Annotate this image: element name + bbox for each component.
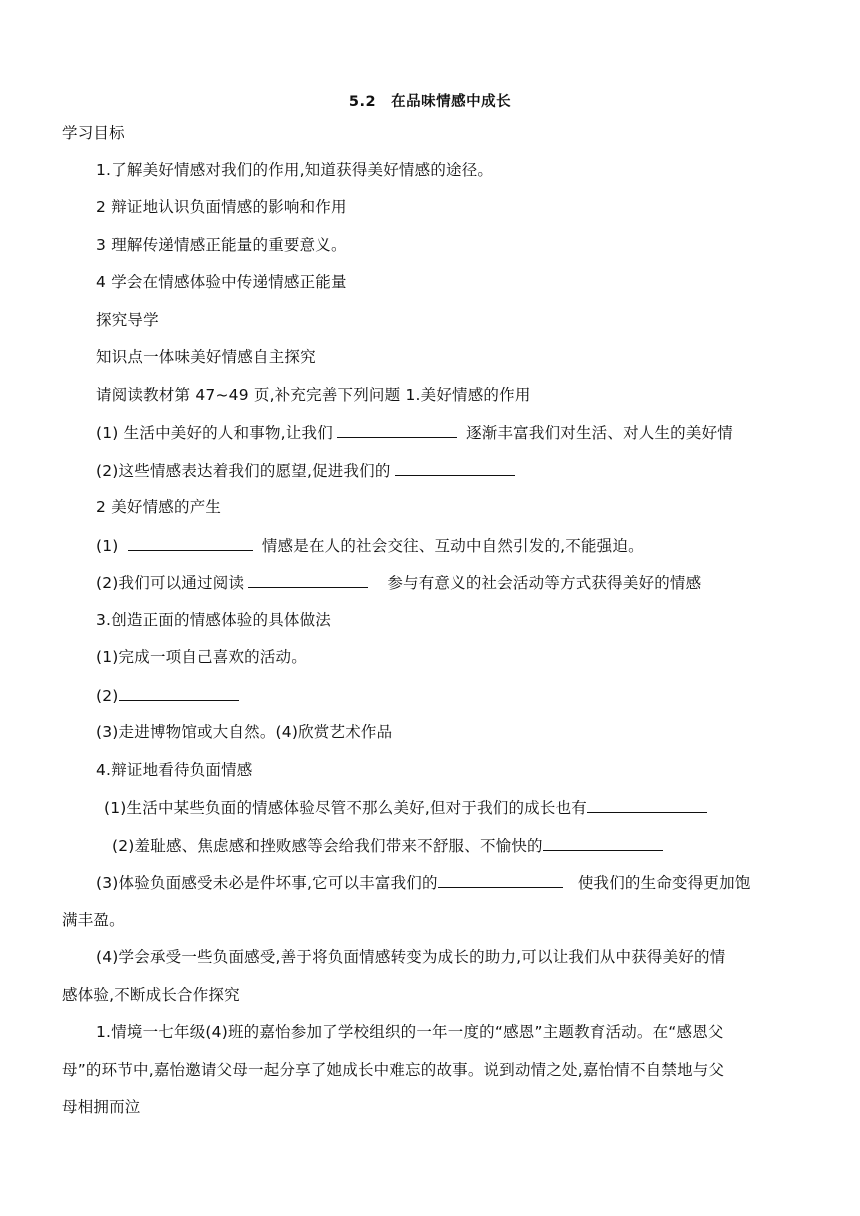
goal-item: 4 学会在情感体验中传递情感正能量 bbox=[96, 273, 347, 291]
question-text: (1)生活中某些负面的情感体验尽管不那么美好,但对于我们的成长也有 bbox=[104, 799, 587, 817]
question-text: (2)我们可以通过阅读 bbox=[96, 574, 245, 592]
answer-blank[interactable] bbox=[587, 797, 707, 813]
question-line bbox=[96, 572, 701, 593]
answer-blank[interactable] bbox=[438, 872, 563, 888]
section-heading: 3.创造正面的情感体验的具体做法 bbox=[96, 611, 331, 629]
knowledge-heading: 知识点一体味美好情感自主探究 bbox=[96, 348, 316, 366]
question-text: (2)这些情感表达着我们的愿望,促进我们的 bbox=[96, 462, 391, 480]
question-line: 满丰盈。 bbox=[62, 911, 125, 929]
section-heading: 4.辩证地看待负面情感 bbox=[96, 761, 253, 779]
question-line bbox=[96, 685, 243, 706]
question-line: (4)学会承受一些负面感受,善于将负面情感转变为成长的助力,可以让我们从中获得美好的情 bbox=[96, 948, 726, 966]
goals-heading: 学习目标 bbox=[62, 124, 125, 142]
answer-blank[interactable] bbox=[248, 572, 368, 588]
case-text: 1.情境一七年级(4)班的嘉怡参加了学校组织的一年一度的“感恩”主题教育活动。在“感恩父 bbox=[96, 1023, 724, 1041]
goal-item: 2 辩证地认识负面情感的影响和作用 bbox=[96, 198, 347, 216]
answer-blank[interactable] bbox=[395, 460, 515, 476]
answer-blank[interactable] bbox=[337, 422, 457, 438]
goal-item: 3 理解传递情感正能量的重要意义。 bbox=[96, 236, 347, 254]
question-line bbox=[96, 422, 733, 443]
question-line bbox=[96, 460, 519, 481]
question-text: 使我们的生命变得更加饱 bbox=[577, 874, 751, 892]
question-line: 感体验,不断成长合作探究 bbox=[62, 986, 240, 1004]
case-text: 母”的环节中,嘉怡邀请父母一起分享了她成长中难忘的故事。说到动情之处,嘉怡情不自禁地与父 bbox=[62, 1061, 725, 1079]
goal-item: 1.了解美好情感对我们的作用,知道获得美好情感的途径。 bbox=[96, 161, 494, 179]
question-line: (1)完成一项自己喜欢的活动。 bbox=[96, 648, 307, 666]
question-text: (3)体验负面感受未必是件坏事,它可以丰富我们的 bbox=[96, 874, 438, 892]
page-title: 5.2 在品味情感中成长 bbox=[348, 94, 512, 110]
question-text: 参与有意义的社会活动等方式获得美好的情感 bbox=[387, 574, 702, 592]
answer-blank[interactable] bbox=[543, 835, 663, 851]
question-line: (3)走进博物馆或大自然。(4)欣赏艺术作品 bbox=[96, 723, 393, 741]
explore-heading: 探究导学 bbox=[96, 311, 159, 329]
question-text: (2)羞耻感、焦虑感和挫败感等会给我们带来不舒服、不愉快的 bbox=[112, 837, 543, 855]
question-line bbox=[96, 535, 644, 556]
case-text: 母相拥而泣 bbox=[62, 1098, 141, 1116]
answer-blank[interactable] bbox=[119, 685, 239, 701]
section-heading: 2 美好情感的产生 bbox=[96, 498, 222, 516]
question-line bbox=[112, 835, 667, 856]
question-text: 情感是在人的社会交往、互动中自然引发的,不能强迫。 bbox=[261, 537, 644, 555]
question-text: (1) bbox=[96, 537, 119, 555]
question-text: (2) bbox=[96, 687, 119, 705]
question-text: 逐渐丰富我们对生活、对人生的美好情 bbox=[466, 424, 733, 442]
answer-blank[interactable] bbox=[128, 535, 253, 551]
question-line bbox=[104, 797, 711, 818]
reading-instruction: 请阅读教材第 47~49 页,补充完善下列问题 1.美好情感的作用 bbox=[96, 386, 531, 404]
question-text: (1) 生活中美好的人和事物,让我们 bbox=[96, 424, 333, 442]
question-line bbox=[96, 872, 751, 893]
